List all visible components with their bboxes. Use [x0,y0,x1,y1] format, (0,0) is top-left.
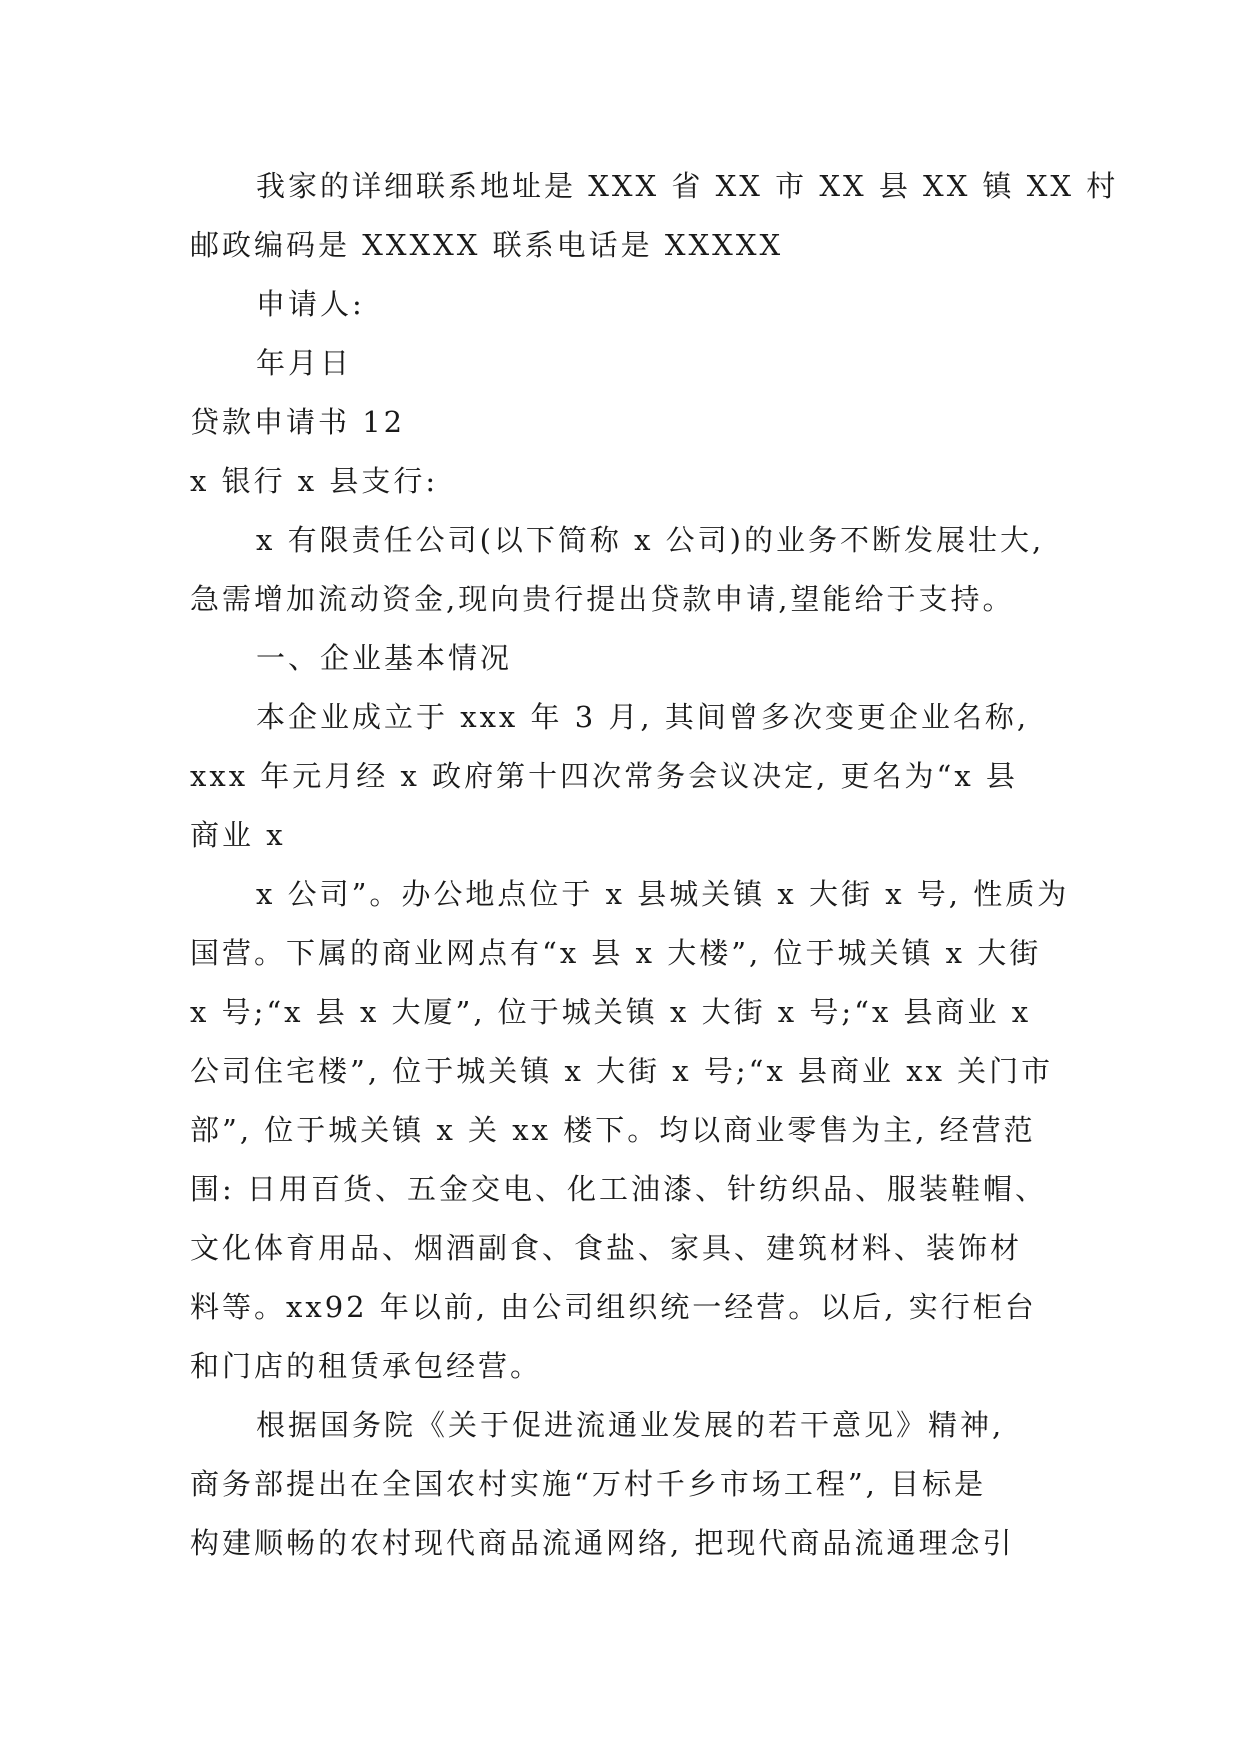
paragraph-line: x 公司”。办公地点位于 x 县城关镇 x 大街 x 号, 性质为 [256,877,1070,911]
paragraph-line: x 有限责任公司(以下简称 x 公司)的业务不断发展壮大, [256,523,1045,557]
paragraph-line: 本企业成立于 xxx 年 3 月, 其间曾多次变更企业名称, [256,700,1030,734]
salutation: x 银行 x 县支行: [190,464,439,498]
paragraph-line: 文化体育用品、烟酒副食、食盐、家具、建筑材料、装饰材 [190,1231,1023,1265]
paragraph-line: 围: 日用百货、五金交电、化工油漆、针纺织品、服装鞋帽、 [190,1172,1047,1206]
paragraph-line: 急需增加流动资金,现向贵行提出贷款申请,望能给于支持。 [190,582,1015,616]
postal-phone-line: 邮政编码是 XXXXX 联系电话是 XXXXX [190,228,784,262]
paragraph-line: xxx 年元月经 x 政府第十四次常务会议决定, 更名为“x 县 [190,759,1018,793]
address-line: 我家的详细联系地址是 XXX 省 XX 市 XX 县 XX 镇 XX 村 [256,169,1119,203]
heading-line: 一、企业基本情况 [256,641,513,675]
section-title: 贷款申请书 12 [190,405,406,439]
paragraph-line: 和门店的租赁承包经营。 [190,1349,543,1383]
paragraph-line: 商业 x [190,818,286,852]
paragraph-line: 料等。xx92 年以前, 由公司组织统一经营。以后, 实行柜台 [190,1290,1037,1324]
paragraph-line: x 号;“x 县 x 大厦”, 位于城关镇 x 大街 x 号;“x 县商业 x [190,995,1032,1029]
date-line: 年月日 [256,346,353,380]
paragraph-line: 部”, 位于城关镇 x 关 xx 楼下。均以商业零售为主, 经营范 [190,1113,1036,1147]
paragraph-line: 根据国务院《关于促进流通业发展的若干意见》精神, [256,1408,1005,1442]
paragraph-line: 公司住宅楼”, 位于城关镇 x 大街 x 号;“x 县商业 xx 关门市 [190,1054,1054,1088]
paragraph-line: 国营。下属的商业网点有“x 县 x 大楼”, 位于城关镇 x 大街 [190,936,1042,970]
applicant-line: 申请人: [256,287,365,321]
paragraph-line: 商务部提出在全国农村实施“万村千乡市场工程”, 目标是 [190,1467,987,1501]
paragraph-line: 构建顺畅的农村现代商品流通网络, 把现代商品流通理念引 [190,1526,1015,1560]
